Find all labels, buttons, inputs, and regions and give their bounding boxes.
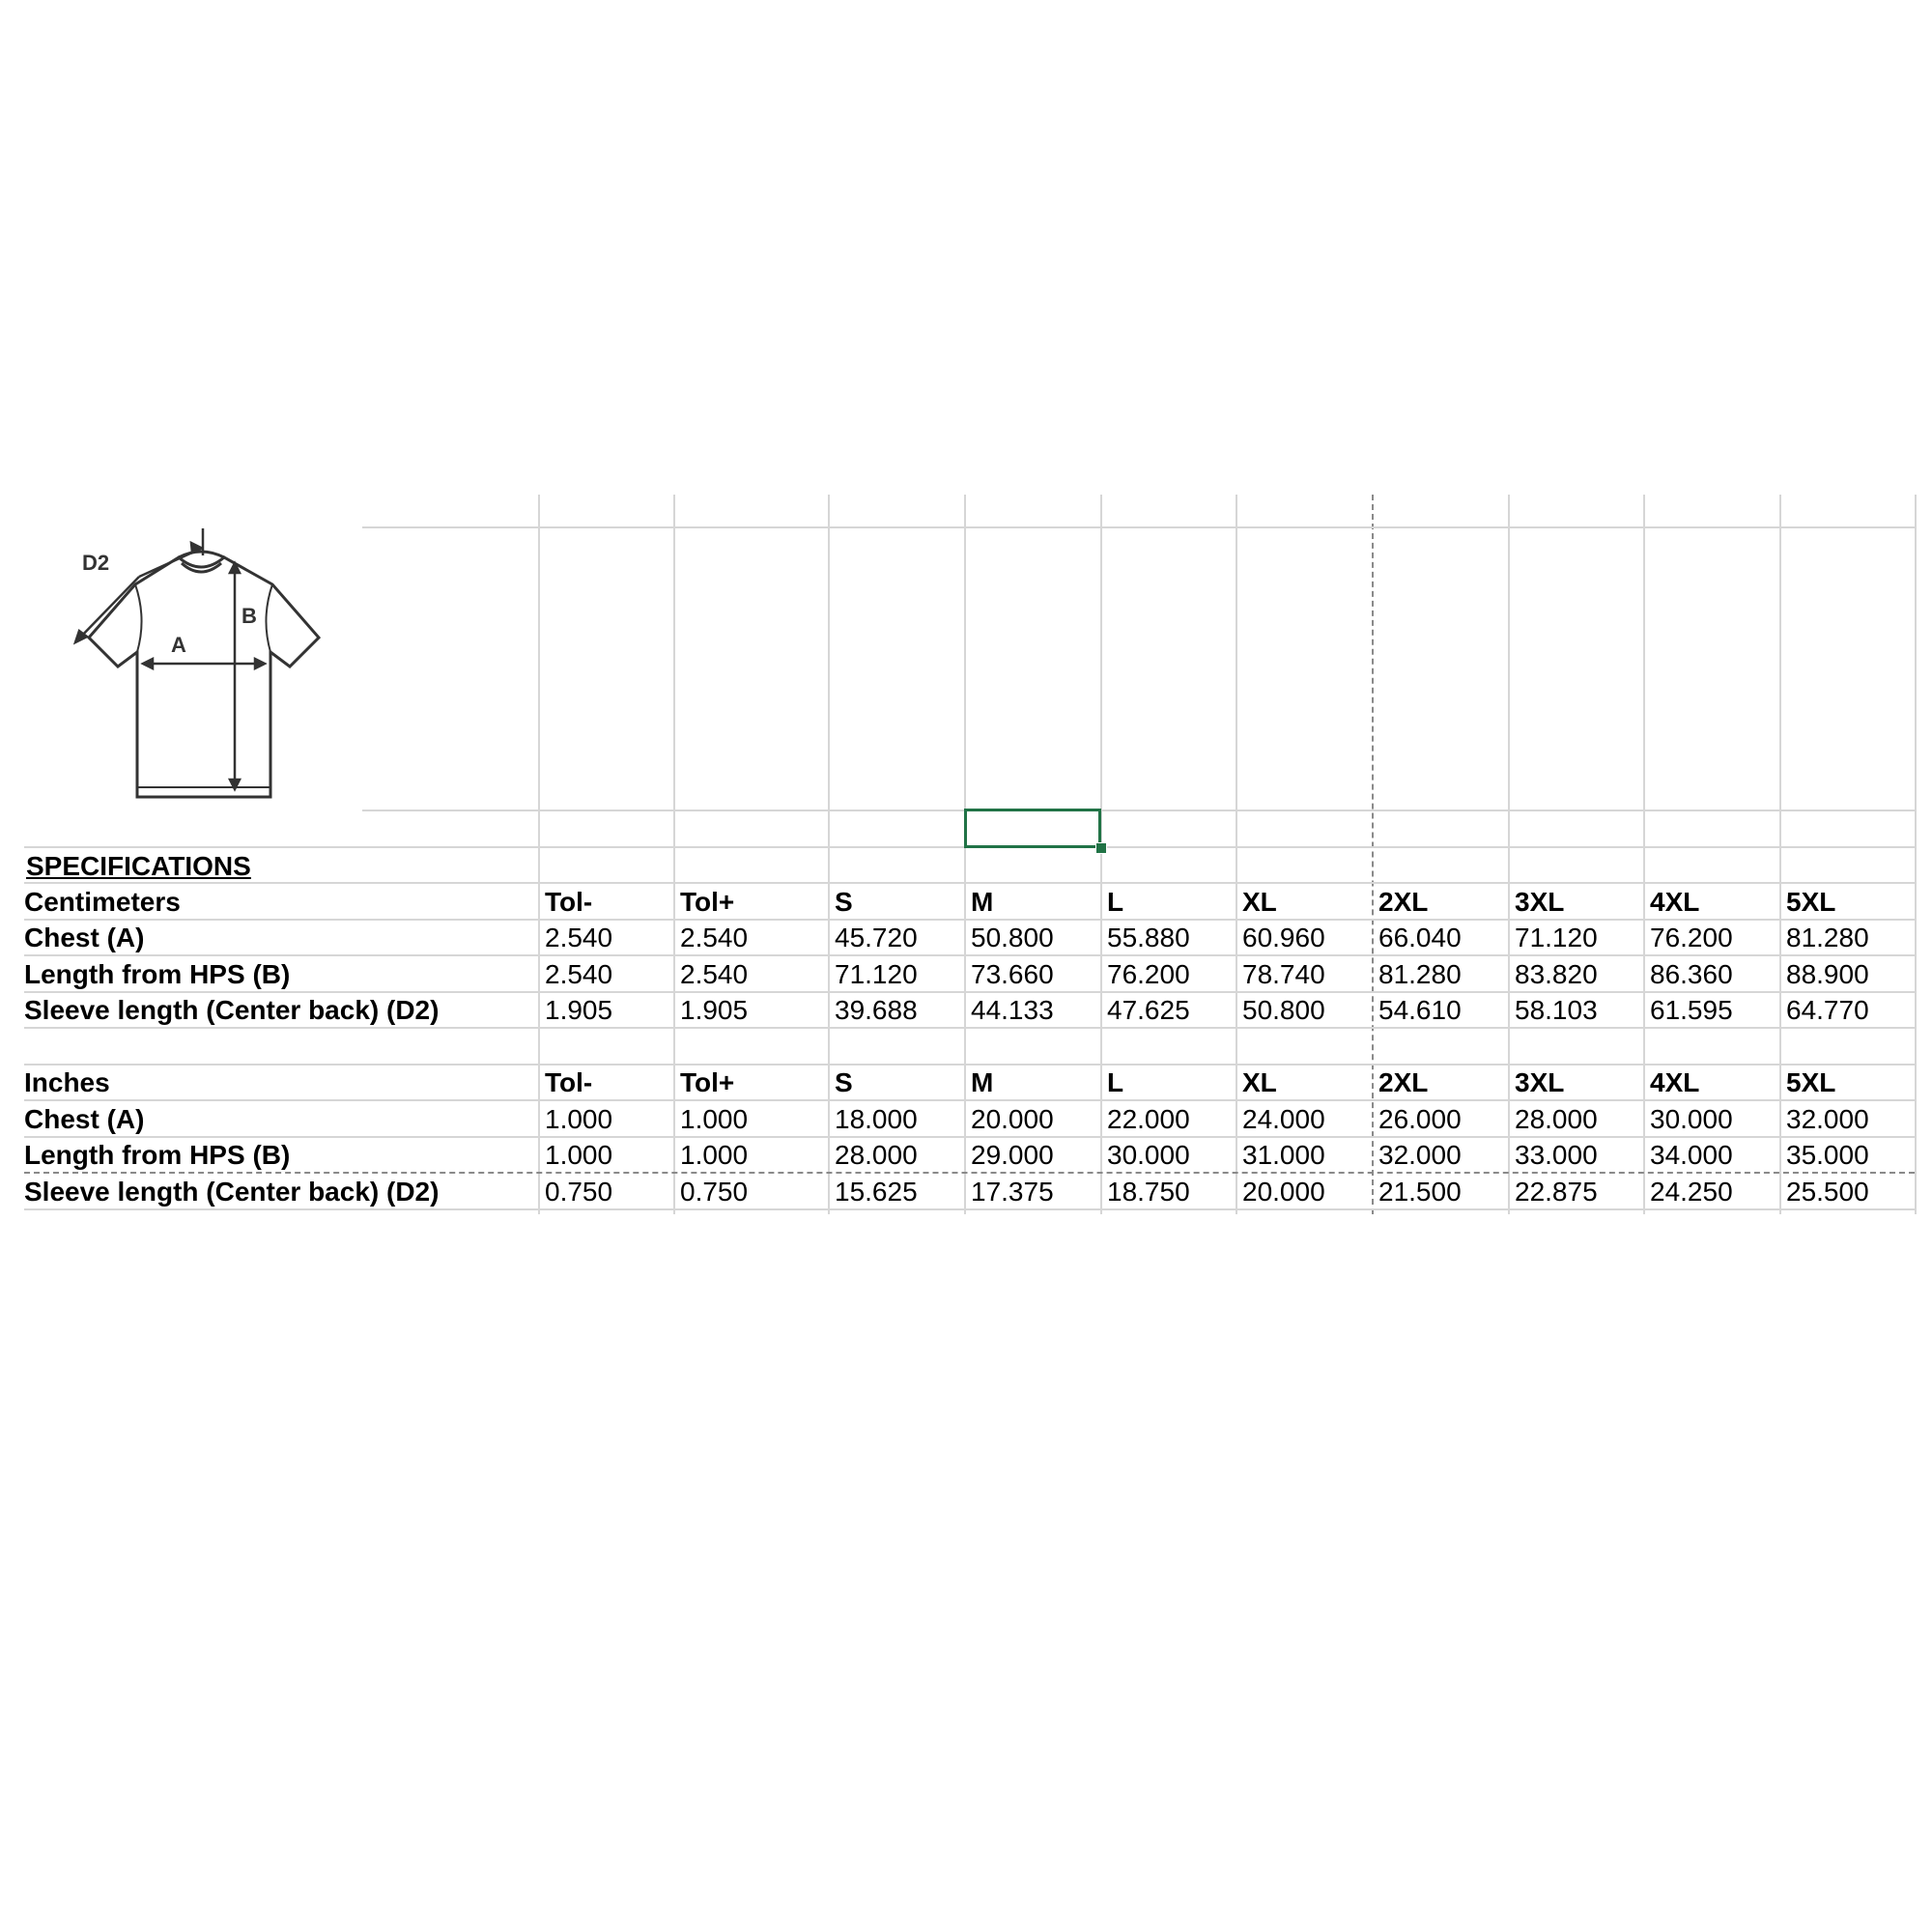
grid-col-line — [1643, 495, 1645, 1214]
grid-col-line — [1508, 495, 1510, 1214]
table-cell[interactable]: 17.375 — [971, 1177, 1054, 1207]
table-cell[interactable]: 28.000 — [835, 1140, 918, 1170]
grid-col-line — [964, 495, 966, 1214]
column-header: L — [1107, 887, 1124, 917]
grid-col-line — [673, 495, 675, 1214]
table-cell[interactable]: 22.000 — [1107, 1104, 1190, 1134]
grid-row-line — [24, 1099, 1915, 1101]
grid-row-line — [24, 954, 1915, 956]
table-cell[interactable]: 20.000 — [1242, 1177, 1325, 1207]
diagram-label-d2: D2 — [82, 551, 110, 575]
table-cell[interactable]: 33.000 — [1515, 1140, 1598, 1170]
grid-row-line — [362, 526, 1915, 528]
column-header: 5XL — [1786, 1067, 1836, 1097]
table-cell[interactable]: 28.000 — [1515, 1104, 1598, 1134]
table-cell[interactable]: 32.000 — [1378, 1140, 1462, 1170]
diagram-label-b: B — [242, 604, 257, 628]
table-cell[interactable]: 18.750 — [1107, 1177, 1190, 1207]
column-header: 3XL — [1515, 1067, 1565, 1097]
table-cell[interactable]: 81.280 — [1786, 923, 1869, 952]
table-cell[interactable]: 50.800 — [971, 923, 1054, 952]
table-cell[interactable]: 81.280 — [1378, 959, 1462, 989]
table-cell[interactable]: 2.540 — [545, 923, 613, 952]
column-header: 3XL — [1515, 887, 1565, 917]
column-header: Tol- — [545, 1067, 593, 1097]
row-label: Length from HPS (B) — [24, 1140, 291, 1170]
table-cell[interactable]: 20.000 — [971, 1104, 1054, 1134]
table-cell[interactable]: 1.000 — [680, 1104, 749, 1134]
table-cell[interactable]: 76.200 — [1107, 959, 1190, 989]
grid-col-line — [1236, 495, 1237, 1214]
table-cell[interactable]: 58.103 — [1515, 995, 1598, 1025]
table-cell[interactable]: 26.000 — [1378, 1104, 1462, 1134]
table-cell[interactable]: 60.960 — [1242, 923, 1325, 952]
table-cell[interactable]: 22.875 — [1515, 1177, 1598, 1207]
table-cell[interactable]: 32.000 — [1786, 1104, 1869, 1134]
table-cell[interactable]: 45.720 — [835, 923, 918, 952]
column-header: 4XL — [1650, 887, 1700, 917]
table-cell[interactable]: 83.820 — [1515, 959, 1598, 989]
table-cell[interactable]: 88.900 — [1786, 959, 1869, 989]
grid-row-line — [362, 810, 1915, 811]
table-cell[interactable]: 61.595 — [1650, 995, 1733, 1025]
table-cell[interactable]: 66.040 — [1378, 923, 1462, 952]
table-cell[interactable]: 54.610 — [1378, 995, 1462, 1025]
fill-handle[interactable] — [1095, 842, 1107, 854]
table-cell[interactable]: 39.688 — [835, 995, 918, 1025]
grid-row-line — [24, 1064, 1915, 1065]
row-label: Chest (A) — [24, 923, 145, 952]
grid-col-line — [1779, 495, 1781, 1214]
table-cell[interactable]: 30.000 — [1107, 1140, 1190, 1170]
row-label: Sleeve length (Center back) (D2) — [24, 1177, 440, 1207]
specifications-title: SPECIFICATIONS — [26, 851, 251, 881]
diagram-label-a: A — [171, 633, 186, 657]
column-header: Tol+ — [680, 1067, 735, 1097]
column-header: S — [835, 1067, 853, 1097]
table-cell[interactable]: 55.880 — [1107, 923, 1190, 952]
table-cell[interactable]: 18.000 — [835, 1104, 918, 1134]
table-cell[interactable]: 71.120 — [835, 959, 918, 989]
table-cell[interactable]: 2.540 — [545, 959, 613, 989]
table-cell[interactable]: 31.000 — [1242, 1140, 1325, 1170]
table-cell[interactable]: 25.500 — [1786, 1177, 1869, 1207]
table-cell[interactable]: 2.540 — [680, 959, 749, 989]
table-cell[interactable]: 2.540 — [680, 923, 749, 952]
table-cell[interactable]: 44.133 — [971, 995, 1054, 1025]
column-header: Tol+ — [680, 887, 735, 917]
table-cell[interactable]: 1.905 — [680, 995, 749, 1025]
grid-row-line — [24, 919, 1915, 921]
column-header: 5XL — [1786, 887, 1836, 917]
table-cell[interactable]: 24.250 — [1650, 1177, 1733, 1207]
table-cell[interactable]: 47.625 — [1107, 995, 1190, 1025]
tshirt-measurement-diagram-icon — [58, 517, 338, 807]
row-label: Sleeve length (Center back) (D2) — [24, 995, 440, 1025]
table-cell[interactable]: 76.200 — [1650, 923, 1733, 952]
table-cell[interactable]: 0.750 — [545, 1177, 613, 1207]
table-cell[interactable]: 0.750 — [680, 1177, 749, 1207]
grid-col-line — [1915, 495, 1917, 1214]
page-break-line — [24, 1172, 1915, 1174]
table-cell[interactable]: 15.625 — [835, 1177, 918, 1207]
column-header: XL — [1242, 1067, 1277, 1097]
inches-label: Inches — [24, 1067, 110, 1097]
page-break-line — [1372, 495, 1374, 1214]
table-cell[interactable]: 1.000 — [545, 1104, 613, 1134]
table-cell[interactable]: 34.000 — [1650, 1140, 1733, 1170]
column-header: M — [971, 1067, 994, 1097]
table-cell[interactable]: 64.770 — [1786, 995, 1869, 1025]
table-cell[interactable]: 50.800 — [1242, 995, 1325, 1025]
column-header: 4XL — [1650, 1067, 1700, 1097]
table-cell[interactable]: 35.000 — [1786, 1140, 1869, 1170]
centimeters-label: Centimeters — [24, 887, 181, 917]
row-label: Chest (A) — [24, 1104, 145, 1134]
table-cell[interactable]: 73.660 — [971, 959, 1054, 989]
column-header: S — [835, 887, 853, 917]
table-cell[interactable]: 1.000 — [545, 1140, 613, 1170]
table-cell[interactable]: 78.740 — [1242, 959, 1325, 989]
table-cell[interactable]: 30.000 — [1650, 1104, 1733, 1134]
grid-col-line — [828, 495, 830, 1214]
row-label: Length from HPS (B) — [24, 959, 291, 989]
column-header: 2XL — [1378, 1067, 1429, 1097]
grid-col-line — [538, 495, 540, 1214]
grid-col-line — [1100, 495, 1102, 1214]
column-header: XL — [1242, 887, 1277, 917]
table-cell[interactable]: 1.000 — [680, 1140, 749, 1170]
table-cell[interactable]: 86.360 — [1650, 959, 1733, 989]
grid-row-line — [24, 882, 1915, 884]
column-header: M — [971, 887, 994, 917]
table-cell[interactable]: 29.000 — [971, 1140, 1054, 1170]
table-cell[interactable]: 24.000 — [1242, 1104, 1325, 1134]
table-cell[interactable]: 71.120 — [1515, 923, 1598, 952]
active-cell[interactable] — [964, 809, 1101, 848]
column-header: 2XL — [1378, 887, 1429, 917]
column-header: L — [1107, 1067, 1124, 1097]
table-cell[interactable]: 21.500 — [1378, 1177, 1462, 1207]
grid-row-line — [24, 1136, 1915, 1138]
column-header: Tol- — [545, 887, 593, 917]
table-cell[interactable]: 1.905 — [545, 995, 613, 1025]
